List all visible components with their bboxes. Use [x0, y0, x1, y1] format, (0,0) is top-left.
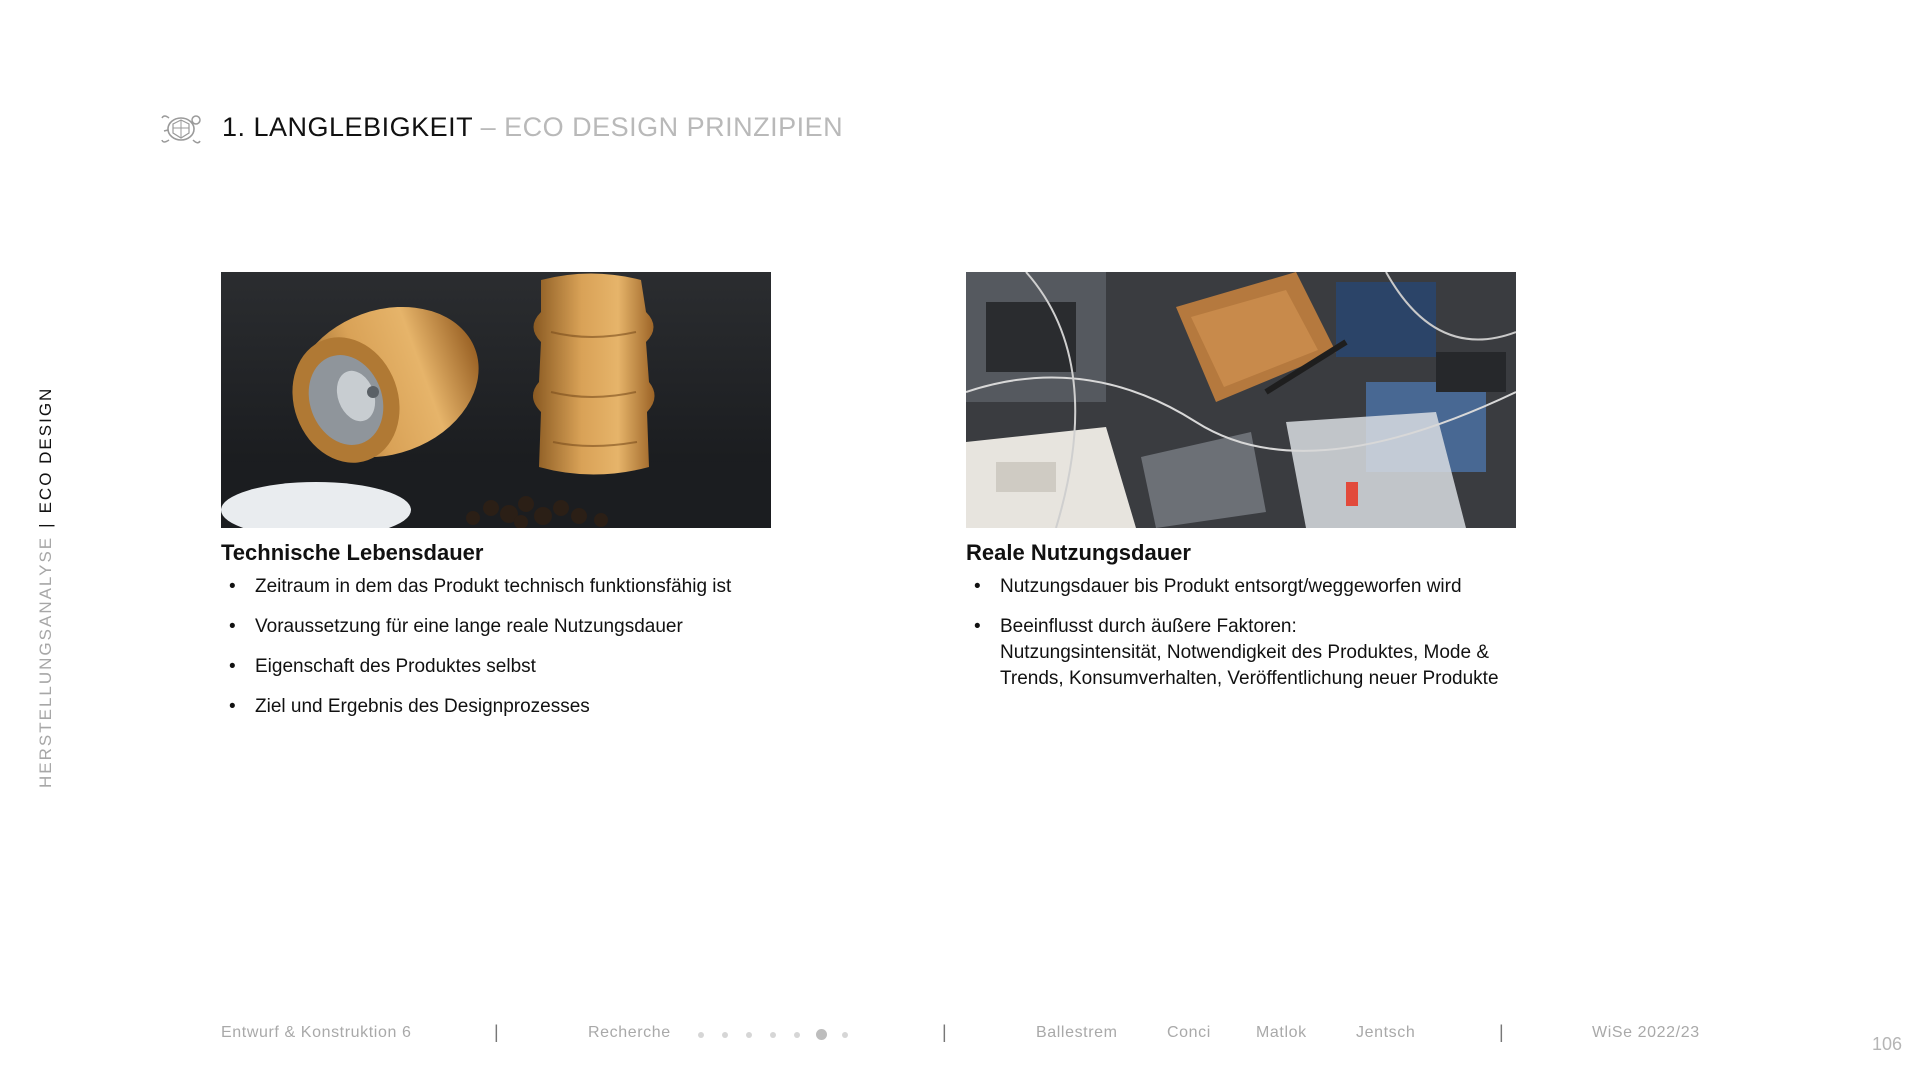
footer-semester: WiSe 2022/23 — [1592, 1024, 1700, 1041]
section-label-separator: | — [36, 521, 55, 528]
section-label-eco-design: ECO DESIGN — [36, 386, 55, 514]
list-item: • Ziel und Ergebnis des Designprozesses — [229, 696, 590, 717]
footer-author: Jentsch — [1356, 1024, 1416, 1041]
progress-dot — [842, 1032, 848, 1038]
progress-dot — [770, 1032, 776, 1038]
progress-dot — [722, 1032, 728, 1038]
progress-dot — [746, 1032, 752, 1038]
footer-separator: | — [494, 1022, 499, 1042]
page-title-sub: – ECO DESIGN PRINZIPIEN — [472, 112, 844, 142]
section-label-analysis: HERSTELLUNGSANALYSE — [36, 535, 55, 788]
footer-separator: | — [942, 1022, 947, 1042]
page-title — [222, 112, 843, 143]
pepper-mill-photo — [221, 272, 771, 528]
electronic-waste-photo — [966, 272, 1516, 528]
bullet-list — [966, 574, 1526, 692]
page-title-main: 1. LANGLEBIGKEIT — [222, 112, 473, 142]
progress-dot — [698, 1032, 704, 1038]
footer-section: Recherche — [588, 1024, 671, 1041]
list-item: • Eigenschaft des Produktes selbst — [229, 656, 536, 677]
column-heading: Technische Lebensdauer — [221, 540, 484, 565]
footer-author: Matlok — [1256, 1024, 1307, 1041]
footer-author: Conci — [1167, 1024, 1211, 1041]
list-item: • Zeitraum in dem das Produkt technisch funktionsfähig ist — [229, 576, 732, 597]
progress-dot-active — [816, 1029, 827, 1040]
list-item: • Voraussetzung für eine lange reale Nutzungsdauer — [229, 616, 683, 637]
column-real-usage — [966, 540, 1526, 706]
section-label-vertical — [36, 387, 56, 788]
list-item: • Nutzungsdauer bis Produkt entsorgt/weggeworfen wird — [974, 576, 1462, 597]
bullet-list — [221, 574, 781, 720]
footer-course: Entwurf & Konstruktion 6 — [221, 1024, 412, 1041]
turtle-icon — [156, 104, 204, 152]
column-technical-lifetime — [221, 540, 781, 734]
footer-separator: | — [1499, 1022, 1504, 1042]
footer-author: Ballestrem — [1036, 1024, 1118, 1041]
progress-dot — [794, 1032, 800, 1038]
list-item: • Beeinflusst durch äußere Faktoren: Nutzungsintensität, Notwendigkeit des Produktes, Mode & Trends, Konsumverhalten, Veröffentlichung neuer Produkte — [974, 616, 1499, 689]
column-heading: Reale Nutzungsdauer — [966, 540, 1191, 565]
page-number: 106 — [1871, 1034, 1902, 1054]
